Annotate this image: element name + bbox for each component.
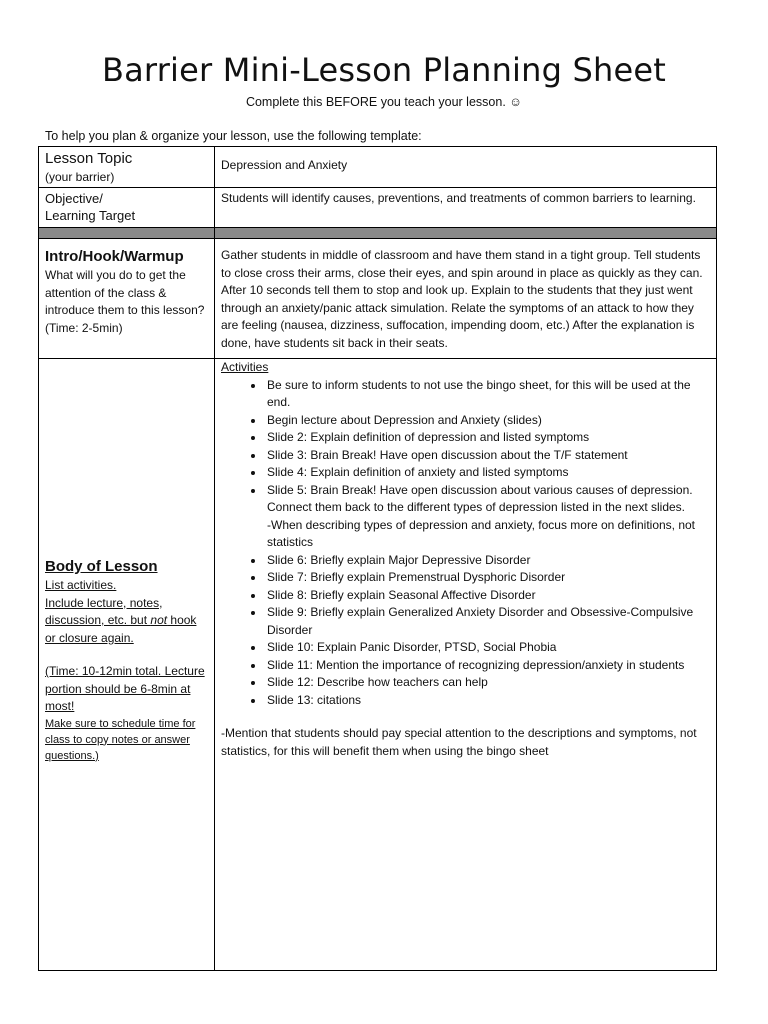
lesson-topic-sublabel: (your barrier)	[45, 170, 115, 184]
activity-item: • Slide 12: Describe how teachers can help	[265, 674, 710, 692]
lesson-topic-row	[39, 147, 717, 188]
hook-label-cell	[39, 239, 215, 359]
page-title: Barrier Mini-Lesson Planning Sheet	[101, 51, 667, 89]
lesson-topic-label-cell	[39, 147, 215, 188]
body-prompt-include-a: Include lecture, notes, discussion, etc. but	[45, 595, 163, 627]
activity-item: • Slide 11: Mention the importance of recognizing depression/anxiety in students	[265, 657, 710, 675]
activity-item: • Slide 8: Briefly explain Seasonal Affective Disorder	[265, 587, 710, 605]
activity-item: • Slide 9: Briefly explain Generalized Anxiety Disorder and Obsessive-Compulsive Disorder	[265, 604, 710, 639]
closing-note: -Mention that students should pay special attention to the descriptions and symptoms, not statistics, for this will benefit them when using the bingo sheet	[221, 726, 697, 758]
hook-row	[39, 239, 717, 359]
body-prompt-include	[45, 595, 208, 648]
activity-item: • Slide 6: Briefly explain Major Depressive Disorder	[265, 552, 710, 570]
hook-value-cell	[215, 239, 717, 359]
section-separator	[39, 228, 717, 239]
body-row	[39, 359, 717, 971]
hook-heading: Intro/Hook/Warmup	[45, 248, 184, 265]
activity-item	[265, 482, 710, 552]
activity-item: • Slide 13: citations	[265, 692, 710, 710]
activity-item: • Begin lecture about Depression and Anxiety (slides)	[265, 412, 710, 430]
body-prompt-activities: List activities.	[45, 578, 117, 592]
activities-list	[221, 377, 710, 710]
lesson-topic-value-cell	[215, 147, 717, 188]
activities-label: Activities	[221, 360, 269, 374]
hook-prompt: What will you do to get the attention of the class & introduce them to this lesson? (Time: 2-5min)	[45, 268, 205, 335]
objective-value: Students will identify causes, preventions, and treatments of common barriers to learning.	[221, 191, 696, 205]
body-time-note: (Time: 10-12min total. Lecture portion should be 6-8min at most!	[45, 664, 205, 713]
activity-item-slide5: Slide 5: Brain Break! Have open discussion about various causes of depression. Connect them back to the different types of depression listed in the next slides.	[267, 482, 693, 514]
lesson-topic-label: Lesson Topic	[45, 150, 133, 167]
hook-value: Gather students in middle of classroom and have them stand in a tight group. Tell students to close cross their arms, close their eyes, and spin around in place as quickly as they can. After 10 seconds tell them to stop and look up. Explain to the students that they just went through an anxiety/panic attack simulation. Relate the symptoms of an attack to how they are feeling (nausea, dizziness, suffocation, impending doom, etc.) After the explanation is done, have students sit back in their seats.	[221, 248, 703, 350]
activity-item: • Slide 7: Briefly explain Premenstrual Dysphoric Disorder	[265, 569, 710, 587]
objective-label-cell	[39, 188, 215, 228]
body-prompt-not: not	[150, 613, 168, 627]
body-heading: Body of Lesson	[45, 558, 158, 575]
activity-item: • Slide 3: Brain Break! Have open discussion about the T/F statement	[265, 447, 710, 465]
objective-value-cell	[215, 188, 717, 228]
activities-spacer	[221, 709, 710, 725]
lesson-topic-value: Depression and Anxiety	[221, 158, 348, 172]
body-small-note: Make sure to schedule time for class to copy notes or answer questions.)	[45, 717, 196, 762]
template-instructions: To help you plan & organize your lesson, use the following template:	[45, 129, 422, 143]
page-subtitle: Complete this BEFORE you teach your lesson. ☺	[245, 95, 523, 109]
activity-item: • Slide 4: Explain definition of anxiety and listed symptoms	[265, 464, 710, 482]
body-spacer	[45, 647, 208, 663]
activity-item: • Slide 2: Explain definition of depression and listed symptoms	[265, 429, 710, 447]
body-label-cell	[39, 359, 215, 971]
activity-item: • Slide 10: Explain Panic Disorder, PTSD, Social Phobia	[265, 639, 710, 657]
lesson-plan-table	[38, 146, 717, 971]
body-value-cell	[215, 359, 717, 971]
slide5-note: -When describing types of depression and anxiety, focus more on definitions, not statistics	[267, 517, 696, 549]
body-prompt-include-b: hook or closure again.	[45, 613, 197, 645]
activity-item: • Be sure to inform students to not use the bingo sheet, for this will be used at the end.	[265, 377, 710, 412]
objective-row	[39, 188, 717, 228]
separator-left	[39, 228, 215, 239]
objective-label-line2: Learning Target	[45, 208, 136, 223]
objective-label-line1: Objective/	[45, 191, 103, 206]
separator-right	[215, 228, 717, 239]
